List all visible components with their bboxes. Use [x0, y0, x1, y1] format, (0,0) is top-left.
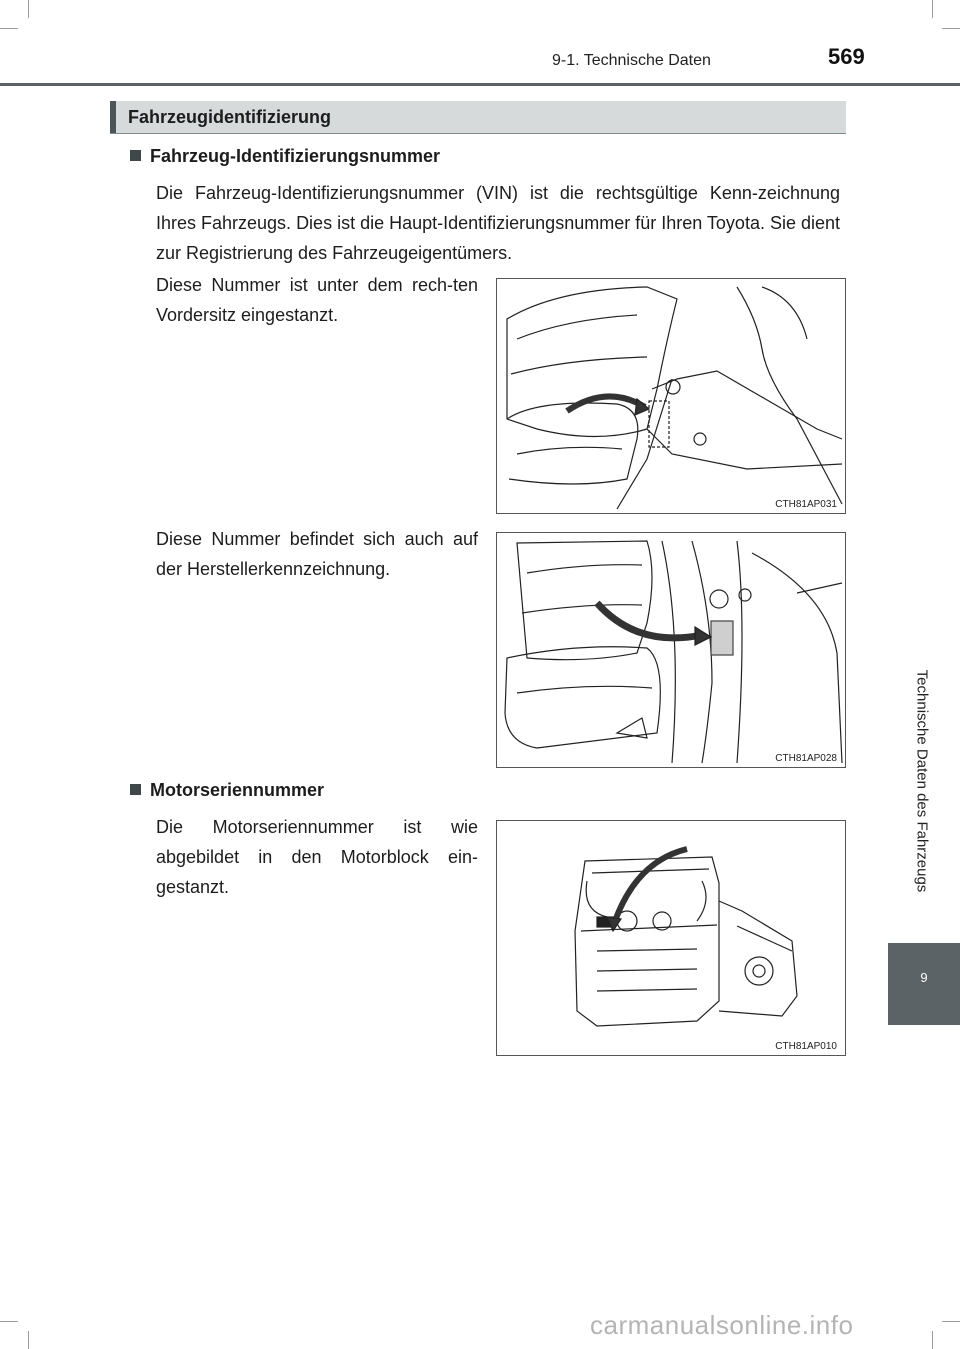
figure-code: CTH81AP010: [775, 1041, 837, 1052]
engine-heading: [130, 780, 324, 801]
vin-location-seat: Diese Nummer ist unter dem rech-ten Vordersitz eingestanzt.: [156, 275, 478, 325]
section-bar-accent: [110, 101, 116, 133]
figure-engine-number: [496, 820, 846, 1056]
crop-mark: [28, 0, 29, 18]
watermark: carmanualsonline.info: [590, 1310, 854, 1340]
crop-mark: [942, 1321, 960, 1322]
vin-heading: [130, 146, 440, 167]
bullet-square-icon: [130, 150, 141, 161]
crop-mark: [0, 28, 18, 29]
engine-block-illustration: [497, 821, 846, 1056]
page-number: 569: [828, 44, 865, 69]
chapter-number: 9: [920, 970, 928, 985]
engine-location: Die Motorseriennummer ist wie abgebildet in den Motorblock ein-gestanzt.: [156, 817, 478, 897]
side-chapter-title-text: Technische Daten des Fahrzeugs: [913, 669, 931, 893]
crop-mark: [932, 0, 933, 18]
chapter-number-tab: [888, 943, 960, 1025]
figure-code: CTH81AP028: [775, 753, 837, 764]
figure-vin-under-seat: [496, 278, 846, 514]
engine-heading-text: Motorseriennummer: [150, 780, 325, 800]
section-title: Fahrzeugidentifizierung: [128, 107, 332, 127]
section-title-bar: [110, 101, 846, 134]
figure-code: CTH81AP031: [775, 499, 837, 510]
chapter-header: 9-1. Technische Daten: [552, 52, 711, 69]
vin-heading-text: Fahrzeug-Identifizierungsnummer: [150, 146, 441, 166]
bullet-square-icon: [130, 784, 141, 795]
seat-floor-illustration: [497, 279, 846, 514]
crop-mark: [932, 1331, 933, 1349]
crop-mark: [28, 1331, 29, 1349]
crop-mark: [0, 1321, 18, 1322]
door-pillar-illustration: [497, 533, 846, 768]
vin-location-label: Diese Nummer befindet sich auch auf der Herstellerkennzeichnung.: [156, 529, 478, 579]
vin-intro: Die Fahrzeug-Identifizierungsnummer (VIN) ist die rechtsgültige Kenn-zeichnung Ihres Fahrzeugs. Dies ist die Haupt-Identifizierungsnummer für Ihren Toyota. Sie dient zur Registrierung des Fahrzeugeigentümers.: [156, 183, 840, 263]
crop-mark: [942, 28, 960, 29]
header-rule: [0, 83, 960, 86]
figure-vin-manufacturer-label: [496, 532, 846, 768]
